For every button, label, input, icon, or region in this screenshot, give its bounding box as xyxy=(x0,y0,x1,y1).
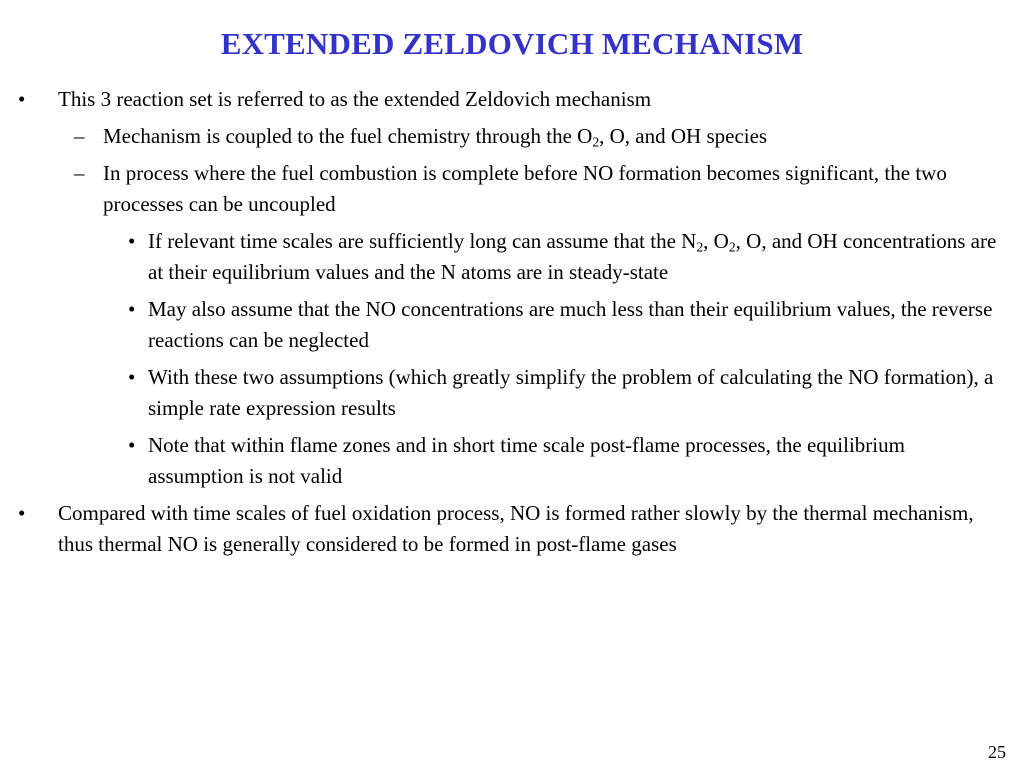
slide-content xyxy=(0,84,1024,560)
page-number: 25 xyxy=(988,742,1006,762)
dash-marker: – xyxy=(74,124,85,148)
sub-sub-bullet-3-text: With these two assumptions (which greatly simplify the problem of calculating the NO formation), a simple rate expression results xyxy=(148,365,994,420)
sub-sub-bullet-2 xyxy=(0,294,1024,356)
sub-bullet-1 xyxy=(0,121,1024,152)
bullet-2 xyxy=(0,498,1024,560)
subscript: 2 xyxy=(592,134,600,150)
bullet-marker: • xyxy=(128,297,136,321)
sub-bullet-1-text-post: , O, and OH species xyxy=(599,124,768,148)
sub-sub-bullet-4 xyxy=(0,430,1024,492)
bullet-1-text: This 3 reaction set is referred to as the extended Zeldovich mechanism xyxy=(58,87,652,111)
sub-bullet-1-text-pre: Mechanism is coupled to the fuel chemistry through the O xyxy=(103,124,593,148)
bullet-marker: • xyxy=(128,433,136,457)
bullet-marker: • xyxy=(18,501,26,525)
subscript: 2 xyxy=(696,239,704,255)
bullet-1 xyxy=(0,84,1024,115)
slide-title: EXTENDED ZELDOVICH MECHANISM xyxy=(220,26,804,61)
sub-sub-bullet-2-text: May also assume that the NO concentrations are much less than their equilibrium values, the reverse reactions can be neglected xyxy=(148,297,993,352)
bullet-marker: • xyxy=(128,365,136,389)
sub-sub-bullet-1-text-b: , O xyxy=(703,229,729,253)
sub-sub-bullet-1-text-c: , O, and OH concentrations are at their equilibrium values and the N atoms are in steady-state xyxy=(148,229,997,284)
subscript: 2 xyxy=(728,239,736,255)
sub-bullet-2 xyxy=(0,158,1024,220)
bullet-marker: • xyxy=(18,87,26,111)
bullet-marker: • xyxy=(128,229,136,253)
sub-sub-bullet-3 xyxy=(0,362,1024,424)
sub-sub-bullet-1 xyxy=(0,226,1024,288)
sub-sub-bullet-1-text-a: If relevant time scales are sufficiently long can assume that the N xyxy=(148,229,697,253)
dash-marker: – xyxy=(74,161,85,185)
sub-bullet-2-text: In process where the fuel combustion is complete before NO formation becomes significant, the two processes can be uncoupled xyxy=(103,161,947,216)
sub-sub-bullet-4-text: Note that within flame zones and in short time scale post-flame processes, the equilibrium assumption is not valid xyxy=(148,433,905,488)
bullet-2-text: Compared with time scales of fuel oxidation process, NO is formed rather slowly by the thermal mechanism, thus thermal NO is generally considered to be formed in post-flame gases xyxy=(58,501,974,556)
